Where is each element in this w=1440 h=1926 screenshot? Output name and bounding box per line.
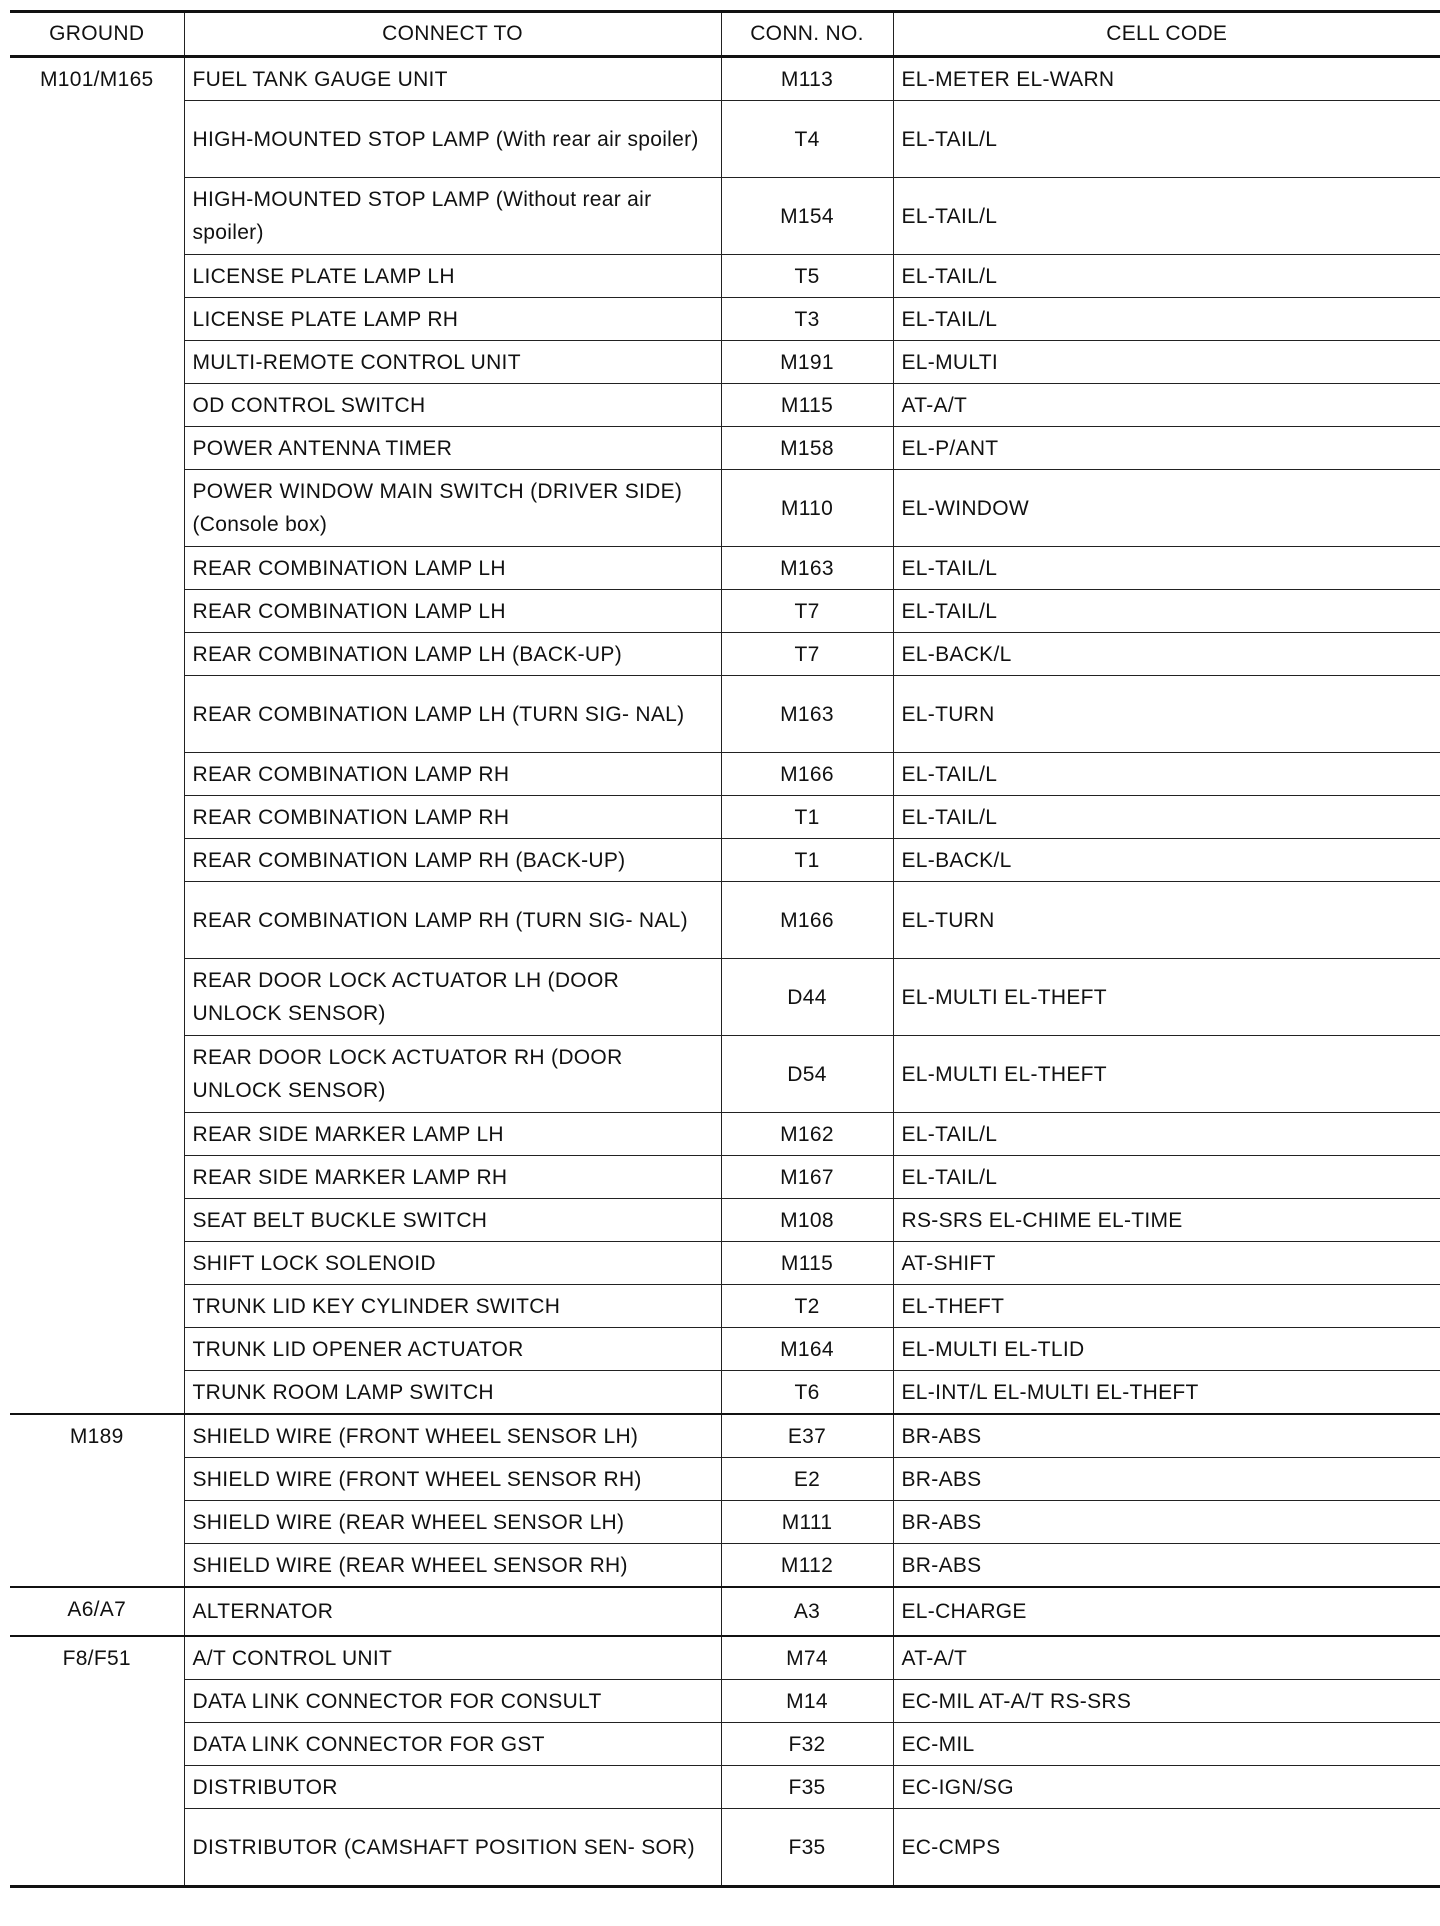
cell-code-cell: BR-ABS bbox=[893, 1501, 1440, 1544]
table-row bbox=[10, 1809, 1440, 1887]
table-row bbox=[10, 547, 1440, 590]
cell-code-cell: EL-TAIL/L bbox=[893, 547, 1440, 590]
conn-no-cell: E2 bbox=[721, 1458, 893, 1501]
cell-code-cell: EL-CHARGE bbox=[893, 1587, 1440, 1636]
connect-to-cell: SHIFT LOCK SOLENOID bbox=[184, 1242, 721, 1285]
table-row bbox=[10, 255, 1440, 298]
header-connect-to: CONNECT TO bbox=[184, 12, 721, 57]
cell-code-cell: AT-A/T bbox=[893, 1636, 1440, 1680]
connect-to-cell: POWER ANTENNA TIMER bbox=[184, 427, 721, 470]
cell-code-cell: EL-BACK/L bbox=[893, 633, 1440, 676]
conn-no-cell: T3 bbox=[721, 298, 893, 341]
cell-code-cell: EC-MIL AT-A/T RS-SRS bbox=[893, 1680, 1440, 1723]
cell-code-cell: BR-ABS bbox=[893, 1458, 1440, 1501]
connect-to-cell: REAR COMBINATION LAMP LH (BACK-UP) bbox=[184, 633, 721, 676]
table-row bbox=[10, 1285, 1440, 1328]
table-row bbox=[10, 959, 1440, 1036]
table-row bbox=[10, 676, 1440, 753]
conn-no-cell: D54 bbox=[721, 1036, 893, 1113]
conn-no-cell: T1 bbox=[721, 839, 893, 882]
connect-to-cell: TRUNK ROOM LAMP SWITCH bbox=[184, 1371, 721, 1415]
conn-no-cell: T1 bbox=[721, 796, 893, 839]
conn-no-cell: F32 bbox=[721, 1723, 893, 1766]
cell-code-cell: EL-MULTI bbox=[893, 341, 1440, 384]
cell-code-cell: AT-SHIFT bbox=[893, 1242, 1440, 1285]
connect-to-cell: REAR DOOR LOCK ACTUATOR LH (DOOR UNLOCK SENSOR) bbox=[184, 959, 721, 1036]
connect-to-cell: LICENSE PLATE LAMP LH bbox=[184, 255, 721, 298]
header-ground: GROUND bbox=[10, 12, 184, 57]
cell-code-cell: EL-TAIL/L bbox=[893, 298, 1440, 341]
table-row bbox=[10, 427, 1440, 470]
conn-no-cell: M115 bbox=[721, 384, 893, 427]
table-row bbox=[10, 1501, 1440, 1544]
table-row bbox=[10, 57, 1440, 101]
connect-to-cell: FUEL TANK GAUGE UNIT bbox=[184, 57, 721, 101]
connect-to-cell: TRUNK LID OPENER ACTUATOR bbox=[184, 1328, 721, 1371]
cell-code-cell: EC-IGN/SG bbox=[893, 1766, 1440, 1809]
conn-no-cell: A3 bbox=[721, 1587, 893, 1636]
connect-to-cell: DISTRIBUTOR (CAMSHAFT POSITION SEN- SOR) bbox=[184, 1809, 721, 1887]
conn-no-cell: T7 bbox=[721, 633, 893, 676]
connect-to-cell: SHIELD WIRE (REAR WHEEL SENSOR RH) bbox=[184, 1544, 721, 1588]
conn-no-cell: D44 bbox=[721, 959, 893, 1036]
cell-code-cell: EL-MULTI EL-THEFT bbox=[893, 1036, 1440, 1113]
cell-code-cell: BR-ABS bbox=[893, 1544, 1440, 1588]
table-row bbox=[10, 1328, 1440, 1371]
cell-code-cell: EL-THEFT bbox=[893, 1285, 1440, 1328]
ground-cell: M101/M165 bbox=[10, 57, 184, 1415]
table-row bbox=[10, 1723, 1440, 1766]
connect-to-cell: SHIELD WIRE (FRONT WHEEL SENSOR LH) bbox=[184, 1414, 721, 1458]
conn-no-cell: T2 bbox=[721, 1285, 893, 1328]
table-row bbox=[10, 178, 1440, 255]
table-row bbox=[10, 341, 1440, 384]
cell-code-cell: EC-CMPS bbox=[893, 1809, 1440, 1887]
conn-no-cell: M191 bbox=[721, 341, 893, 384]
connect-to-cell: REAR COMBINATION LAMP LH bbox=[184, 590, 721, 633]
cell-code-cell: EL-TAIL/L bbox=[893, 1113, 1440, 1156]
table-row bbox=[10, 1199, 1440, 1242]
connect-to-cell: REAR DOOR LOCK ACTUATOR RH (DOOR UNLOCK SENSOR) bbox=[184, 1036, 721, 1113]
conn-no-cell: M162 bbox=[721, 1113, 893, 1156]
connect-to-cell: REAR COMBINATION LAMP RH bbox=[184, 796, 721, 839]
conn-no-cell: M74 bbox=[721, 1636, 893, 1680]
conn-no-cell: E37 bbox=[721, 1414, 893, 1458]
cell-code-cell: EC-MIL bbox=[893, 1723, 1440, 1766]
connect-to-cell: REAR COMBINATION LAMP LH (TURN SIG- NAL) bbox=[184, 676, 721, 753]
connect-to-cell: POWER WINDOW MAIN SWITCH (DRIVER SIDE) (Console box) bbox=[184, 470, 721, 547]
cell-code-cell: EL-MULTI EL-THEFT bbox=[893, 959, 1440, 1036]
connect-to-cell: ALTERNATOR bbox=[184, 1587, 721, 1636]
table-row bbox=[10, 1680, 1440, 1723]
cell-code-cell: EL-MULTI EL-TLID bbox=[893, 1328, 1440, 1371]
cell-code-cell: EL-TAIL/L bbox=[893, 753, 1440, 796]
cell-code-cell: EL-TURN bbox=[893, 676, 1440, 753]
connect-to-cell: MULTI-REMOTE CONTROL UNIT bbox=[184, 341, 721, 384]
table-row bbox=[10, 1636, 1440, 1680]
ground-cell: M189 bbox=[10, 1414, 184, 1587]
table-row bbox=[10, 101, 1440, 178]
connect-to-cell: HIGH-MOUNTED STOP LAMP (Without rear air spoiler) bbox=[184, 178, 721, 255]
connect-to-cell: TRUNK LID KEY CYLINDER SWITCH bbox=[184, 1285, 721, 1328]
conn-no-cell: M112 bbox=[721, 1544, 893, 1588]
table-row bbox=[10, 633, 1440, 676]
conn-no-cell: F35 bbox=[721, 1809, 893, 1887]
cell-code-cell: RS-SRS EL-CHIME EL-TIME bbox=[893, 1199, 1440, 1242]
conn-no-cell: M154 bbox=[721, 178, 893, 255]
conn-no-cell: F35 bbox=[721, 1766, 893, 1809]
table-row bbox=[10, 1242, 1440, 1285]
table-row bbox=[10, 1036, 1440, 1113]
conn-no-cell: M163 bbox=[721, 547, 893, 590]
table-header bbox=[10, 12, 1440, 57]
conn-no-cell: M163 bbox=[721, 676, 893, 753]
cell-code-cell: EL-P/ANT bbox=[893, 427, 1440, 470]
cell-code-cell: EL-TAIL/L bbox=[893, 796, 1440, 839]
conn-no-cell: M111 bbox=[721, 1501, 893, 1544]
table-row bbox=[10, 1371, 1440, 1415]
conn-no-cell: M164 bbox=[721, 1328, 893, 1371]
table-row bbox=[10, 753, 1440, 796]
connect-to-cell: REAR COMBINATION LAMP RH (BACK-UP) bbox=[184, 839, 721, 882]
cell-code-cell: EL-TAIL/L bbox=[893, 1156, 1440, 1199]
table-row bbox=[10, 1156, 1440, 1199]
connect-to-cell: SHIELD WIRE (REAR WHEEL SENSOR LH) bbox=[184, 1501, 721, 1544]
conn-no-cell: M167 bbox=[721, 1156, 893, 1199]
header-cell-code: CELL CODE bbox=[893, 12, 1440, 57]
connect-to-cell: REAR SIDE MARKER LAMP LH bbox=[184, 1113, 721, 1156]
cell-code-cell: EL-TAIL/L bbox=[893, 255, 1440, 298]
cell-code-cell: AT-A/T bbox=[893, 384, 1440, 427]
cell-code-cell: EL-TAIL/L bbox=[893, 101, 1440, 178]
cell-code-cell: EL-BACK/L bbox=[893, 839, 1440, 882]
conn-no-cell: T7 bbox=[721, 590, 893, 633]
conn-no-cell: M110 bbox=[721, 470, 893, 547]
table-body bbox=[10, 57, 1440, 1887]
table-row bbox=[10, 1414, 1440, 1458]
cell-code-cell: BR-ABS bbox=[893, 1414, 1440, 1458]
conn-no-cell: M158 bbox=[721, 427, 893, 470]
connect-to-cell: SEAT BELT BUCKLE SWITCH bbox=[184, 1199, 721, 1242]
connect-to-cell: DISTRIBUTOR bbox=[184, 1766, 721, 1809]
conn-no-cell: M115 bbox=[721, 1242, 893, 1285]
table-row bbox=[10, 1766, 1440, 1809]
table-row bbox=[10, 882, 1440, 959]
connect-to-cell: HIGH-MOUNTED STOP LAMP (With rear air spoiler) bbox=[184, 101, 721, 178]
conn-no-cell: M108 bbox=[721, 1199, 893, 1242]
table-row bbox=[10, 384, 1440, 427]
connect-to-cell: DATA LINK CONNECTOR FOR CONSULT bbox=[184, 1680, 721, 1723]
table-row bbox=[10, 1113, 1440, 1156]
connect-to-cell: DATA LINK CONNECTOR FOR GST bbox=[184, 1723, 721, 1766]
connect-to-cell: REAR COMBINATION LAMP LH bbox=[184, 547, 721, 590]
conn-no-cell: T5 bbox=[721, 255, 893, 298]
conn-no-cell: M14 bbox=[721, 1680, 893, 1723]
table-row bbox=[10, 1544, 1440, 1588]
table-row bbox=[10, 839, 1440, 882]
table-row bbox=[10, 796, 1440, 839]
header-conn-no: CONN. NO. bbox=[721, 12, 893, 57]
table-row bbox=[10, 1587, 1440, 1636]
connect-to-cell: SHIELD WIRE (FRONT WHEEL SENSOR RH) bbox=[184, 1458, 721, 1501]
ground-distribution-table bbox=[10, 10, 1440, 1888]
conn-no-cell: T4 bbox=[721, 101, 893, 178]
ground-cell: F8/F51 bbox=[10, 1636, 184, 1887]
cell-code-cell: EL-METER EL-WARN bbox=[893, 57, 1440, 101]
table-row bbox=[10, 1458, 1440, 1501]
table-row bbox=[10, 298, 1440, 341]
cell-code-cell: EL-WINDOW bbox=[893, 470, 1440, 547]
conn-no-cell: M166 bbox=[721, 882, 893, 959]
cell-code-cell: EL-TURN bbox=[893, 882, 1440, 959]
cell-code-cell: EL-TAIL/L bbox=[893, 590, 1440, 633]
conn-no-cell: T6 bbox=[721, 1371, 893, 1415]
connect-to-cell: A/T CONTROL UNIT bbox=[184, 1636, 721, 1680]
conn-no-cell: M113 bbox=[721, 57, 893, 101]
conn-no-cell: M166 bbox=[721, 753, 893, 796]
cell-code-cell: EL-INT/L EL-MULTI EL-THEFT bbox=[893, 1371, 1440, 1415]
cell-code-cell: EL-TAIL/L bbox=[893, 178, 1440, 255]
connect-to-cell: OD CONTROL SWITCH bbox=[184, 384, 721, 427]
connect-to-cell: REAR COMBINATION LAMP RH (TURN SIG- NAL) bbox=[184, 882, 721, 959]
connect-to-cell: LICENSE PLATE LAMP RH bbox=[184, 298, 721, 341]
table-row bbox=[10, 590, 1440, 633]
table-row bbox=[10, 470, 1440, 547]
connect-to-cell: REAR COMBINATION LAMP RH bbox=[184, 753, 721, 796]
ground-cell: A6/A7 bbox=[10, 1587, 184, 1636]
connect-to-cell: REAR SIDE MARKER LAMP RH bbox=[184, 1156, 721, 1199]
